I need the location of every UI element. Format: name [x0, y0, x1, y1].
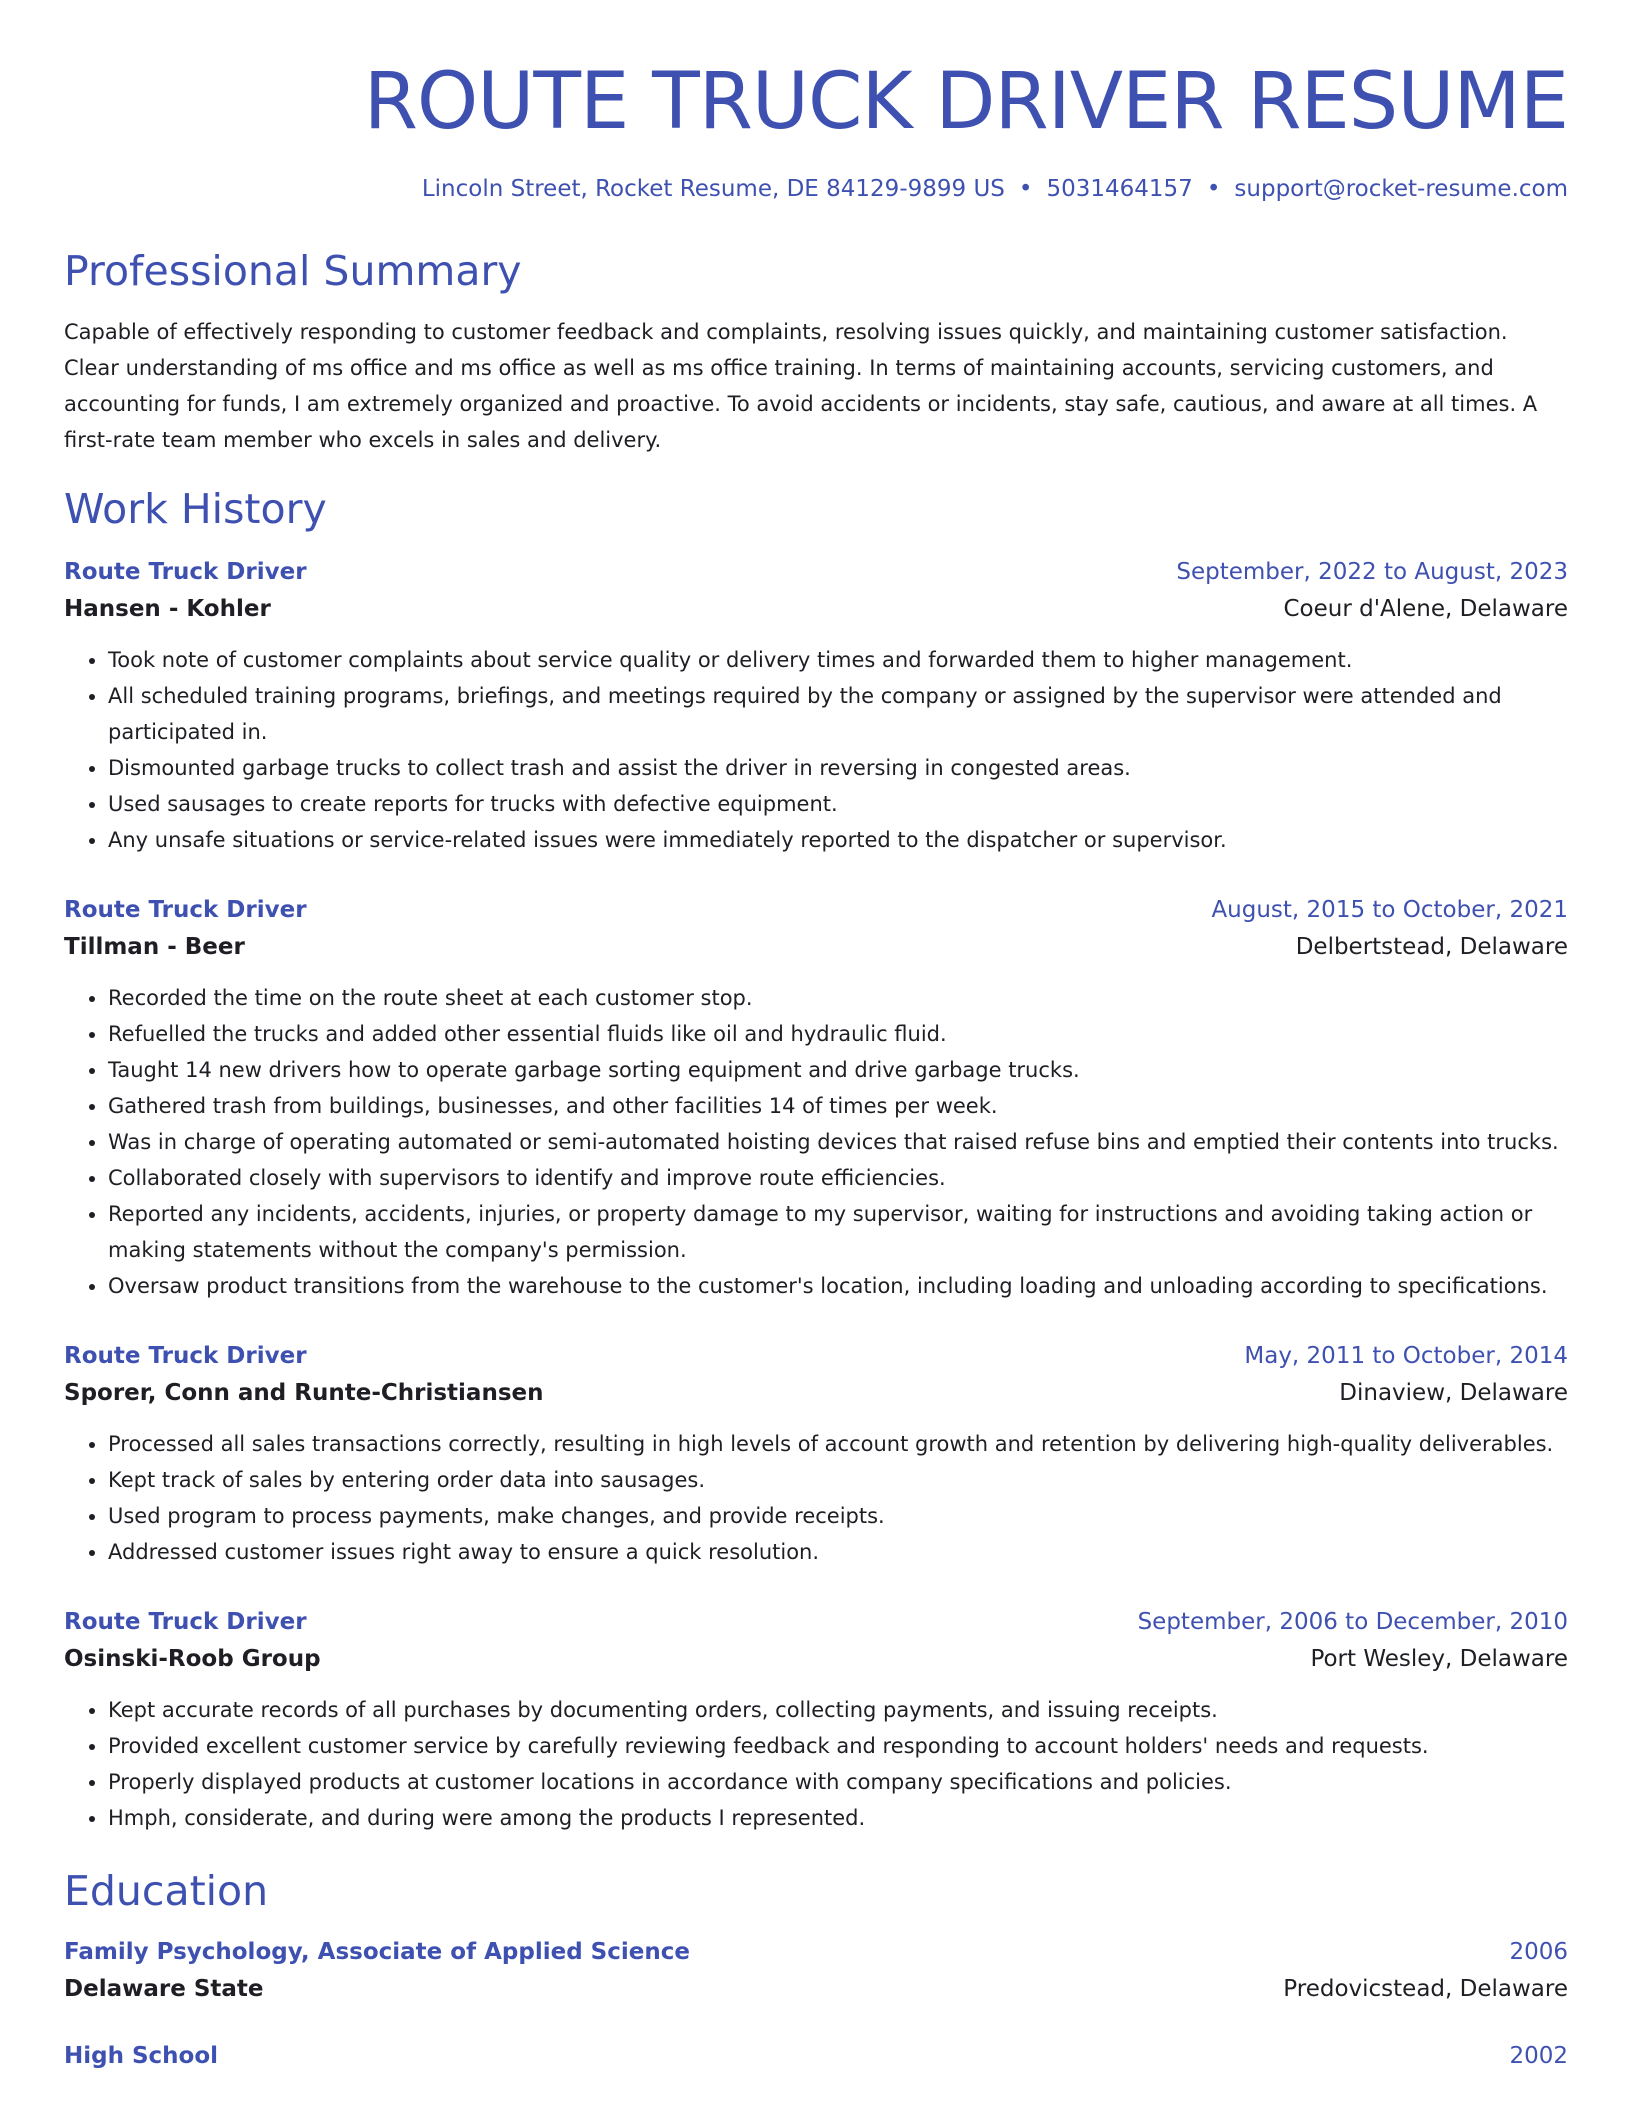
- summary-heading: Professional Summary: [64, 247, 522, 295]
- job-bullet: • Any unsafe situations or service-related issues were immediately reported to the dispatcher or supervisor.: [108, 822, 1568, 858]
- job-bullets: [64, 642, 1568, 858]
- job-location: Port Wesley, Delaware: [1310, 1646, 1568, 1672]
- education-year: 2002: [1509, 2043, 1568, 2069]
- education-year: 2006: [1509, 1939, 1568, 1965]
- job-bullet: • Hmph, considerate, and during were among the products I represented.: [108, 1800, 1568, 1836]
- education-entry: [64, 1934, 1568, 2008]
- education-degree: Family Psychology, Associate of Applied Science: [64, 1939, 690, 1965]
- contact-email[interactable]: support@rocket-resume.com: [1234, 176, 1568, 202]
- education-degree: High School: [64, 2043, 219, 2069]
- job-bullet: • Gathered trash from buildings, businesses, and other facilities 14 of times per week.: [108, 1088, 1568, 1124]
- job-bullet: • Processed all sales transactions correctly, resulting in high levels of account growth and retention by delivering high-quality deliverables.: [108, 1426, 1568, 1462]
- job-bullet: • Properly displayed products at customer locations in accordance with company specifications and policies.: [108, 1764, 1568, 1800]
- job-title: Route Truck Driver: [64, 897, 307, 923]
- contact-separator: •: [1206, 176, 1221, 202]
- summary-text: Capable of effectively responding to customer feedback and complaints, resolving issues quickly, and maintaining customer satisfaction. Clear understanding of ms office and ms office as well as ms office training. In terms of maintaining accounts, servicing customers, and accounting for funds, I am extremely organized and proactive. To avoid accidents or incidents, stay safe, cautious, and aware at all times. A first-rate team member who excels in sales and delivery.: [64, 320, 1538, 452]
- job-bullet: • Provided excellent customer service by carefully reviewing feedback and responding to account holders' needs and requests.: [108, 1728, 1568, 1764]
- job-bullet: • Refuelled the trucks and added other essential fluids like oil and hydraulic fluid.: [108, 1016, 1568, 1052]
- job-bullet: • Used program to process payments, make changes, and provide receipts.: [108, 1498, 1568, 1534]
- contact-phone[interactable]: 5031464157: [1046, 176, 1193, 202]
- job-title: Route Truck Driver: [64, 1343, 307, 1369]
- job-bullet: • Oversaw product transitions from the warehouse to the customer's location, including loading and unloading according to specifications.: [108, 1268, 1568, 1304]
- job-bullets: [64, 980, 1568, 1304]
- job-bullet: • All scheduled training programs, briefings, and meetings required by the company or assigned by the supervisor were attended and participated in.: [108, 678, 1568, 750]
- job-company: Osinski-Roob Group: [64, 1646, 321, 1672]
- education-school: Delaware State: [64, 1976, 264, 2002]
- job-location: Delbertstead, Delaware: [1295, 934, 1568, 960]
- job-bullet: • Used sausages to create reports for trucks with defective equipment.: [108, 786, 1568, 822]
- job-bullet: • Addressed customer issues right away to ensure a quick resolution.: [108, 1534, 1568, 1570]
- education-entry: [64, 2038, 1568, 2074]
- resume-page: [64, 0, 1568, 2074]
- job-bullet: • Collaborated closely with supervisors to identify and improve route efficiencies.: [108, 1160, 1568, 1196]
- job-dates: September, 2006 to December, 2010: [1137, 1609, 1568, 1635]
- resume-title: ROUTE TRUCK DRIVER RESUME: [363, 57, 1568, 147]
- contact-line: [64, 174, 1568, 204]
- job-company: Tillman - Beer: [64, 934, 245, 960]
- job-company: Hansen - Kohler: [64, 596, 271, 622]
- job-bullet: • Kept accurate records of all purchases by documenting orders, collecting payments, and issuing receipts.: [108, 1692, 1568, 1728]
- job-bullets: [64, 1692, 1568, 1836]
- contact-separator: •: [1018, 176, 1033, 202]
- education-heading: Education: [64, 1867, 269, 1915]
- education-location: Predovicstead, Delaware: [1283, 1976, 1568, 2002]
- job-bullets: [64, 1426, 1568, 1570]
- job-dates: August, 2015 to October, 2021: [1211, 897, 1568, 923]
- work-history-heading: Work History: [64, 485, 327, 533]
- job-title: Route Truck Driver: [64, 1609, 307, 1635]
- job-entry: [64, 892, 1568, 1304]
- job-dates: September, 2022 to August, 2023: [1176, 559, 1568, 585]
- job-entry: [64, 1604, 1568, 1836]
- job-dates: May, 2011 to October, 2014: [1244, 1343, 1568, 1369]
- job-bullet: • Reported any incidents, accidents, injuries, or property damage to my supervisor, waiting for instructions and avoiding taking action or making statements without the company's permission.: [108, 1196, 1568, 1268]
- job-entry: [64, 1338, 1568, 1570]
- job-title: Route Truck Driver: [64, 559, 307, 585]
- job-bullet: • Was in charge of operating automated or semi-automated hoisting devices that raised refuse bins and emptied their contents into trucks.: [108, 1124, 1568, 1160]
- job-bullet: • Kept track of sales by entering order data into sausages.: [108, 1462, 1568, 1498]
- contact-address: Lincoln Street, Rocket Resume, DE 84129-9899 US: [421, 176, 1005, 202]
- job-bullet: • Dismounted garbage trucks to collect trash and assist the driver in reversing in congested areas.: [108, 750, 1568, 786]
- job-company: Sporer, Conn and Runte-Christiansen: [64, 1380, 544, 1406]
- job-location: Dinaview, Delaware: [1339, 1380, 1568, 1406]
- job-bullet: • Took note of customer complaints about service quality or delivery times and forwarded them to higher management.: [108, 642, 1568, 678]
- job-location: Coeur d'Alene, Delaware: [1283, 596, 1568, 622]
- job-bullet: • Recorded the time on the route sheet at each customer stop.: [108, 980, 1568, 1016]
- job-entry: [64, 554, 1568, 858]
- job-bullet: • Taught 14 new drivers how to operate garbage sorting equipment and drive garbage trucks.: [108, 1052, 1568, 1088]
